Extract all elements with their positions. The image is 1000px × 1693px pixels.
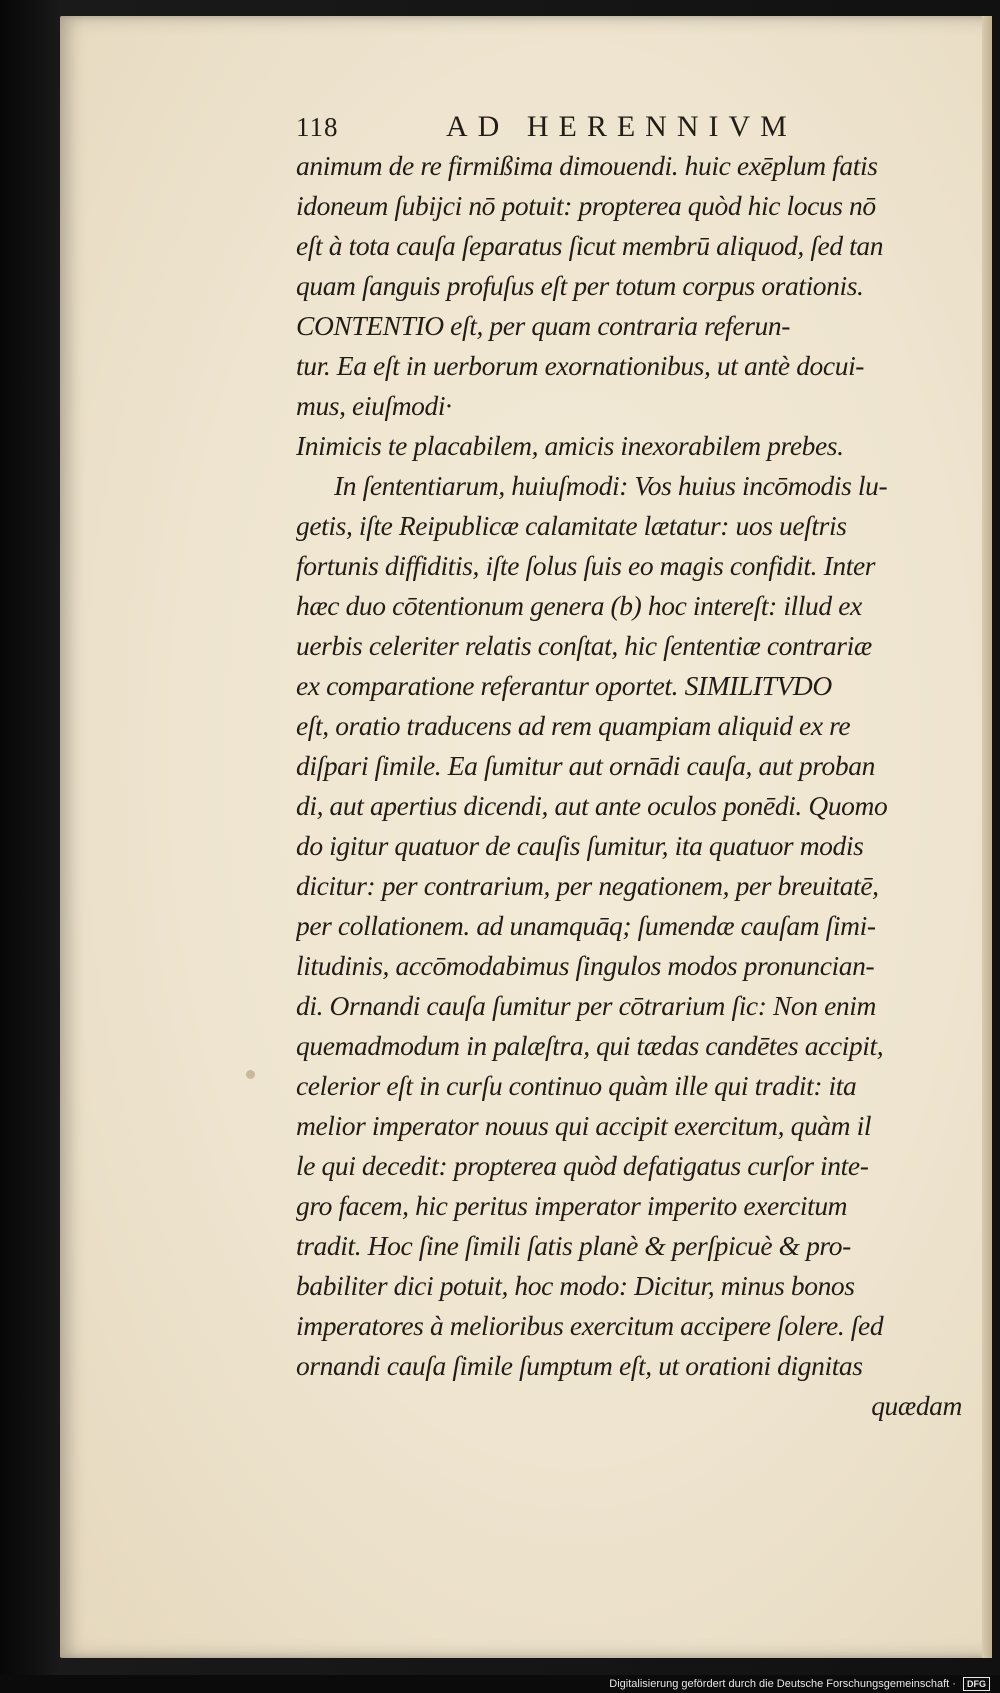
text-line: imperatores à melioribus exercitum accipere ſolere. ſed bbox=[296, 1310, 884, 1341]
page-number: 118 bbox=[296, 112, 339, 142]
text-line: melior imperator nouus qui accipit exercitum, quàm il bbox=[296, 1110, 872, 1141]
text-line: uerbis celeriter relatis conſtat, hic ſententiæ contrariæ bbox=[296, 630, 872, 661]
text-line: do igitur quatuor de cauſis ſumitur, ita quatuor modis bbox=[296, 830, 864, 861]
text-line: quemadmodum in palæſtra, qui tædas candētes accipit, bbox=[296, 1030, 884, 1061]
text-line: getis, iſte Reipublicæ calamitate lætatur: uos ueſtris bbox=[296, 510, 847, 541]
text-line: tradit. Hoc ſine ſimili ſatis planè & perſpicuè & pro- bbox=[296, 1230, 851, 1261]
text-line: celerior eſt in curſu continuo quàm ille qui tradit: ita bbox=[296, 1070, 857, 1101]
text-line: quam ſanguis profuſus eſt per totum corpus orationis. bbox=[296, 270, 864, 301]
text-line: fortunis diffiditis, iſte ſolus ſuis eo magis confidit. Inter bbox=[296, 550, 876, 581]
text-line: dicitur: per contrarium, per negationem, per breuitatē, bbox=[296, 870, 879, 901]
text-line: le qui decedit: propterea quòd defatigatus curſor inte- bbox=[296, 1150, 869, 1181]
text-line: diſpari ſimile. Ea ſumitur aut ornādi cauſa, aut proban bbox=[296, 750, 875, 781]
text-line: In ſententiarum, huiuſmodi: Vos huius incōmodis lu- bbox=[334, 470, 888, 501]
credit-text: Digitalisierung gefördert durch die Deutsche Forschungsgemeinschaft · bbox=[609, 1678, 956, 1690]
text-line: gro facem, hic peritus imperator imperito exercitum bbox=[296, 1190, 848, 1221]
digitization-credit bbox=[609, 1676, 990, 1693]
catchword: quædam bbox=[871, 1390, 962, 1421]
text-line: mus, eiuſmodi· bbox=[296, 390, 452, 421]
text-line: litudinis, accōmodabimus ſingulos modos pronuncian- bbox=[296, 950, 875, 981]
text-line: Inimicis te placabilem, amicis inexorabilem prebes. bbox=[296, 430, 844, 461]
text-line: tur. Ea eſt in uerborum exornationibus, ut antè docui- bbox=[296, 350, 865, 381]
text-line: per collationem. ad unamquāq; ſumendæ cauſam ſimi- bbox=[296, 910, 876, 941]
text-line: babiliter dici potuit, hoc modo: Dicitur, minus bonos bbox=[296, 1270, 855, 1301]
text-line: ornandi cauſa ſimile ſumptum eſt, ut orationi dignitas bbox=[296, 1350, 863, 1381]
body-text bbox=[296, 146, 966, 1426]
text-line: eſt, oratio traducens ad rem quampiam aliquid ex re bbox=[296, 710, 851, 741]
text-line: CONTENTIO eſt, per quam contraria referun- bbox=[296, 310, 790, 341]
text-line: animum de re firmißima dimouendi. huic exēplum fatis bbox=[296, 150, 878, 181]
text-line: di, aut apertius dicendi, aut ante oculos ponēdi. Quomo bbox=[296, 790, 888, 821]
text-line: idoneum ſubijci nō potuit: propterea quòd hic locus nō bbox=[296, 190, 876, 221]
text-line: hæc duo cōtentionum genera (b) hoc intereſt: illud ex bbox=[296, 590, 862, 621]
page-edge bbox=[982, 16, 992, 1658]
text-line: ex comparatione referantur oportet. SIMILITVDO bbox=[296, 670, 832, 701]
text-line: di. Ornandi cauſa ſumitur per cōtrarium ſic: Non enim bbox=[296, 990, 876, 1021]
paper-speck bbox=[246, 1070, 255, 1079]
text-line: eſt à tota cauſa ſeparatus ſicut membrū aliquod, ſed tan bbox=[296, 230, 884, 261]
book-title: AD HERENNIVM bbox=[446, 110, 797, 143]
dfg-logo: DFG bbox=[963, 1677, 990, 1691]
